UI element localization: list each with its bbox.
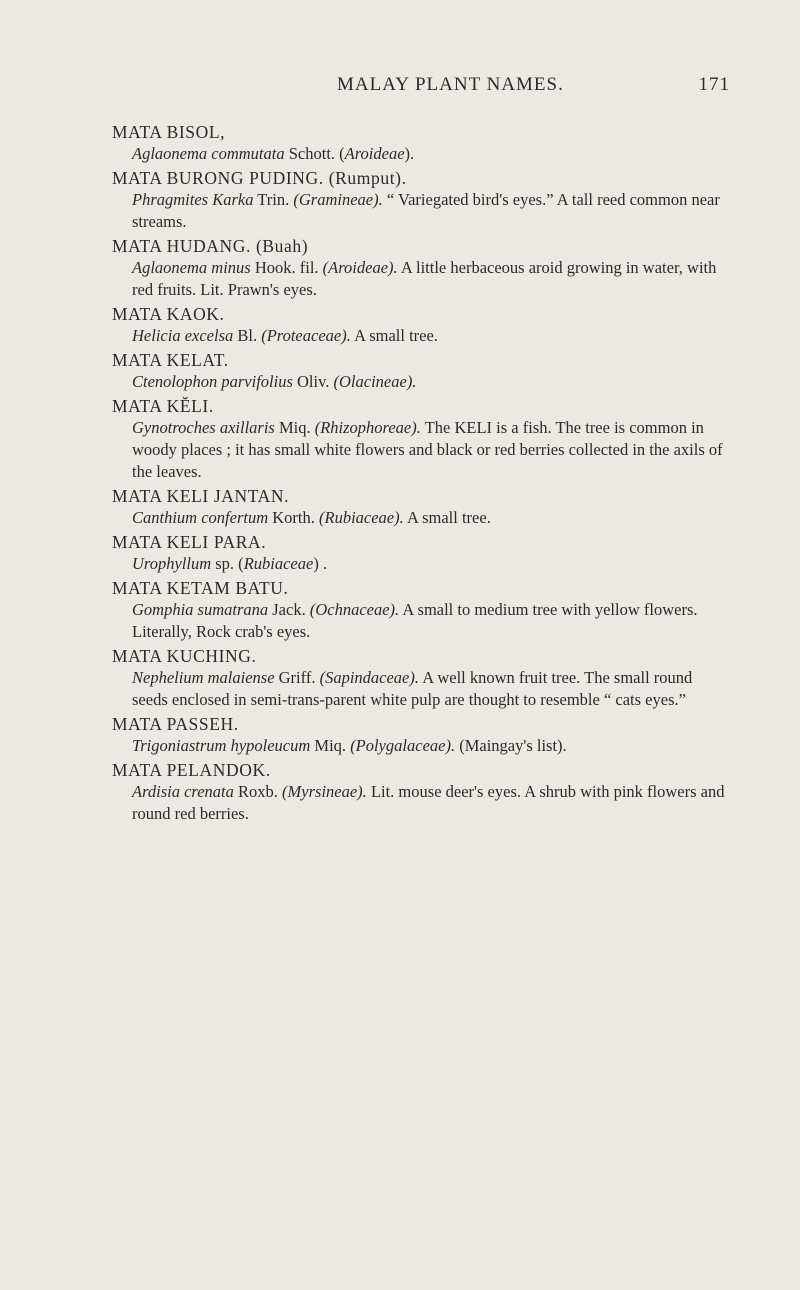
list-item <box>112 531 732 575</box>
entry-description <box>132 189 732 233</box>
authority: Hook. fil. <box>250 258 323 277</box>
list-item <box>112 577 732 643</box>
authority: Schott. ( <box>284 144 345 163</box>
entry-description <box>132 781 732 825</box>
headword: MATA PASSEH. <box>112 714 239 734</box>
authority: Roxb. <box>233 782 283 801</box>
headword: MATA HUDANG. (Buah) <box>112 236 309 256</box>
species-name: Gynotroches axillaris <box>132 418 275 437</box>
entry-list <box>112 121 732 827</box>
entry-note: Lit. mouse deer's eyes. A shrub with pink flowers and round red berries. <box>132 782 725 823</box>
list-item <box>112 759 732 825</box>
family-name: Aroideae <box>344 144 405 163</box>
headword: MATA KELI PARA. <box>112 532 267 552</box>
list-item <box>112 645 732 711</box>
list-item <box>112 235 732 301</box>
family-name: (Myrsineae). <box>282 782 367 801</box>
entry-description <box>132 371 732 393</box>
authority: Miq. <box>310 736 351 755</box>
species-name: Aglaonema commutata <box>132 144 285 163</box>
entry-note: A well known fruit tree. The small round seeds enclosed in semi-trans-parent white pulp are thought to resemble “ cats eyes.” <box>132 668 693 709</box>
entry-note: (Maingay's list). <box>455 736 567 755</box>
species-name: Aglaonema minus <box>132 258 251 277</box>
headword: MATA KETAM BATU. <box>112 578 289 598</box>
species-name: Canthium confertum <box>132 508 269 527</box>
authority: sp. ( <box>211 554 244 573</box>
family-name: (Aroideae). <box>322 258 398 277</box>
headword: MATA KĔLI. <box>112 396 214 416</box>
species-name: Trigoniastrum hypoleucum <box>132 736 311 755</box>
family-name: (Gramineae). <box>293 190 383 209</box>
entry-note: “ Variegated bird's eyes.” A tall reed common near streams. <box>132 190 720 231</box>
authority: Bl. <box>233 326 262 345</box>
family-name: (Rubiaceae). <box>319 508 404 527</box>
running-head-title: MALAY PLANT NAMES. <box>337 74 564 95</box>
entry-description <box>132 507 732 529</box>
authority: Griff. <box>274 668 320 687</box>
entry-description <box>132 599 732 643</box>
headword: MATA BURONG PUDING. (Rumput). <box>112 168 407 188</box>
species-name: Phragmites Karka <box>132 190 254 209</box>
headword: MATA KELI JANTAN. <box>112 486 290 506</box>
authority: Oliv. <box>292 372 334 391</box>
page-number: 171 <box>698 74 730 95</box>
species-name: Ctenolophon parvifolius <box>132 372 293 391</box>
list-item <box>112 713 732 757</box>
list-item <box>112 121 732 165</box>
headword: MATA KAOK. <box>112 304 225 324</box>
family-name: (Proteaceae). <box>261 326 351 345</box>
entry-description <box>132 667 732 711</box>
entry-description <box>132 417 732 483</box>
entry-description <box>132 553 732 575</box>
headword: MATA BISOL, <box>112 122 226 142</box>
entry-description <box>132 143 732 165</box>
family-name: (Rhizophoreae). <box>314 418 421 437</box>
entry-note: A small tree. <box>403 508 491 527</box>
species-name: Urophyllum <box>132 554 212 573</box>
family-name: (Olacineae). <box>333 372 417 391</box>
list-item <box>112 349 732 393</box>
species-name: Ardisia crenata <box>132 782 234 801</box>
authority: Jack. <box>268 600 310 619</box>
entry-note: A small tree. <box>350 326 438 345</box>
headword: MATA PELANDOK. <box>112 760 271 780</box>
authority: Trin. <box>253 190 294 209</box>
entry-note: ). <box>404 144 415 163</box>
family-name: (Polygalaceae). <box>350 736 456 755</box>
species-name: Gomphia sumatrana <box>132 600 269 619</box>
list-item <box>112 485 732 529</box>
family-name: (Ochnaceae). <box>309 600 400 619</box>
entry-description <box>132 735 732 757</box>
entry-description <box>132 257 732 301</box>
headword: MATA KELAT. <box>112 350 229 370</box>
family-name: (Sapindaceae). <box>319 668 419 687</box>
entry-note: ) . <box>313 554 328 573</box>
list-item <box>112 167 732 233</box>
entry-note: The KELI is a fish. The tree is common in woody places ; it has small white flowers and black or red berries collected in the axils of the leaves. <box>132 418 723 481</box>
authority: Miq. <box>274 418 315 437</box>
entry-description <box>132 325 732 347</box>
authority: Korth. <box>268 508 319 527</box>
entry-note: A small to medium tree with yellow flowers. Literally, Rock crab's eyes. <box>132 600 698 641</box>
list-item <box>112 303 732 347</box>
entry-note: A little herbaceous aroid growing in water, with red fruits. Lit. Prawn's eyes. <box>132 258 717 299</box>
species-name: Helicia excelsa <box>132 326 234 345</box>
species-name: Nephelium malaiense <box>132 668 275 687</box>
list-item <box>112 395 732 483</box>
headword: MATA KUCHING. <box>112 646 257 666</box>
family-name: Rubiaceae <box>243 554 314 573</box>
